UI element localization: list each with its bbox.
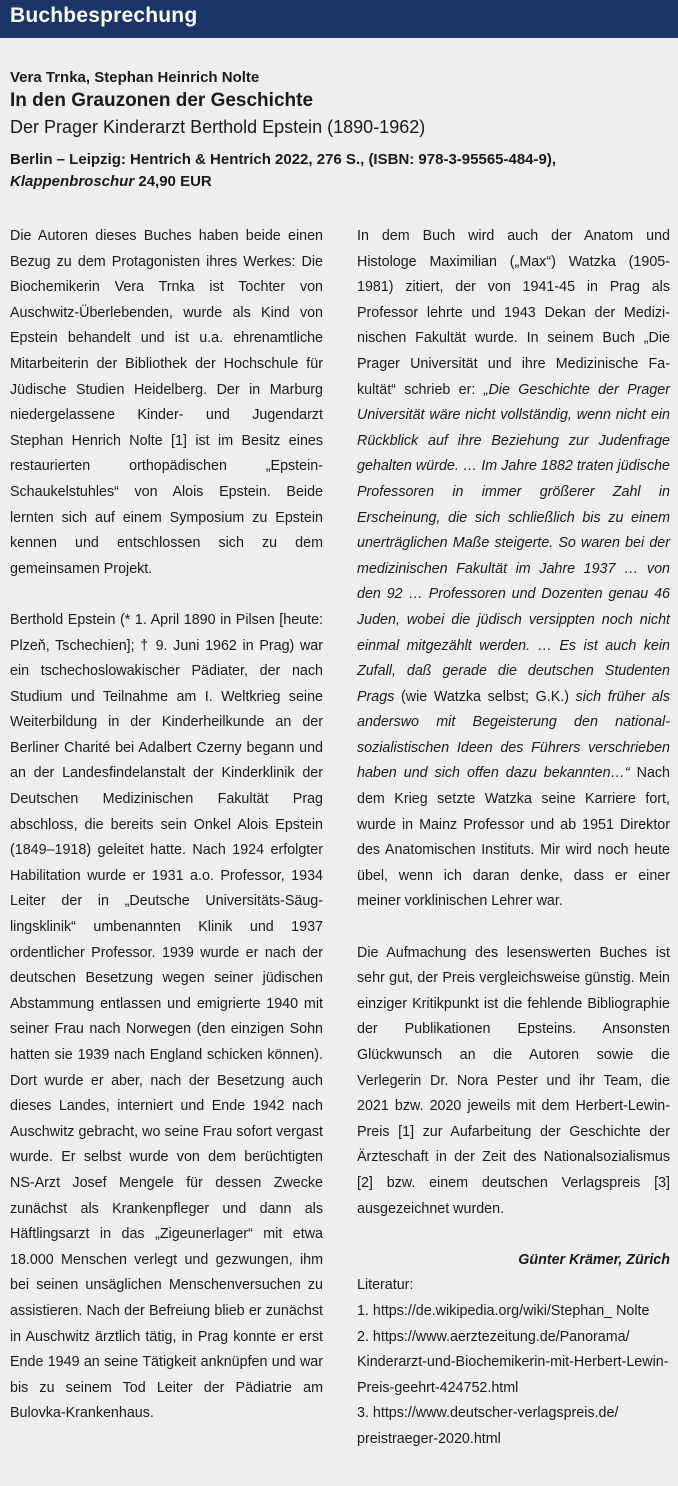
literature-item[interactable]: 1. https://de.wikipedia.org/wiki/Stephan_ Nolte: [357, 1302, 650, 1319]
literature-item[interactable]: 3. https://www.deutscher-verlagspreis.de/ preistraeger-2020.html: [357, 1405, 619, 1447]
book-subtitle: Der Prager Kinderarzt Berthold Epstein (1890-1962): [10, 117, 426, 137]
review-paragraph-watzka: [357, 224, 670, 915]
paragraph-spacer: [10, 582, 323, 608]
reviewer-signature: Günter Krämer, Zürich: [518, 1251, 670, 1268]
publisher-line: Berlin – Leipzig: Hentrich & Hentrich 2022, 276 S., (ISBN: 978-3-95565-484-9),: [10, 151, 557, 168]
book-meta: [10, 68, 670, 193]
review-column-right: [357, 224, 670, 1453]
review-paragraph-authors: Die Autoren dieses Buches haben beide einen Bezug zu dem Protagonisten ihres Werkes: Die Biochemikerin Vera Trnka ist Tochter von Auschwitz-Überlebenden, wurde als Kind von Epstein behandelt und ist u.a. ehrenamtliche Mitarbeiterin der Bibliothek der Hochschule für Jüdische Studien Heidelberg. Der in Marburg niedergelassene Kinder- und Jugendarzt Stephan Henrich Nolte [1] ist im Besitz eines restaurierten orthopädischen „Epstein-Schaukelstuhles“ von Alois Epstein. Beide lernten sich auf einem Symposium zu Epstein kennen und entschlossen sich zu dem gemeinsamen Projekt.: [10, 228, 323, 577]
paragraph-spacer: [357, 915, 670, 941]
watzka-outro: Nach dem Krieg setzte Watzka seine Karriere fort, wurde in Mainz Professor und ab 1951 Direktor des Anatomischen Instituts. Mir wird noch heute übel, wenn ich daran denke, dass er einer meiner vorklinischen Lehrer war.: [357, 765, 670, 910]
review-paragraph-biography: Berthold Epstein (* 1. April 1890 in Pilsen [heute: Plzeň, Tschechien]; † 9. Juni 1962 in Prag) war ein tschechoslowakischer Pädiater, der nach Studium und Teilnahme am I. Weltkrieg seine Weiterbildung in der Kinderheilkunde an der Berliner Charité bei Adalbert Czerny begann und an der Landesfindelanstalt der Kinderklinik der Deutschen Medizinischen Fakultät Prag abschloss, die bereits sein Onkel Alois Epstein (1849–1918) geleitet hatte. Nach 1924 erfolgter Habilitation wurde er 1931 a.o. Professor, 1934 Leiter der in „Deutsche Universitäts-Säuglingsklinik“ umbenannten Klinik und 1937 ordentlicher Professor. 1939 wurde er nach der deutschen Besetzung wegen seiner jüdischen Abstammung entlassen und emigrierte 1940 mit seiner Frau nach Norwegen (den einzigen Sohn hatten sie 1939 nach England schicken können). Dort wurde er aber, nach der Besetzung auch dieses Landes, interniert und Ende 1942 nach Auschwitz gebracht, wo seine Frau sofort vergast wurde. Er selbst wurde von dem berüchtigten NS-Arzt Josef Mengele für dessen Zwecke zunächst als Krankenpfleger und dann als Häftlingsarzt in das „Zigeunerlager“ mit etwa 18.000 Menschen verlegt und gezwungen, ihm bei seinen unsäglichen Menschenversuchen zu assistieren. Nach der Befreiung blieb er zunächst in Auschwitz ärztlich tätig, in Prag konnte er erst Ende 1949 an seine Tätigkeit anknüpfen und war bis zu seinem Tod Leiter der Pädiatrie am Bulovka-Krankenhaus.: [10, 611, 323, 1422]
book-price: 24,90 EUR: [138, 173, 212, 190]
section-header-bar: [0, 0, 678, 38]
watzka-quote-part-2: sich früher als anderswo mit Begeisterung den nationalsozialistischen Ideen des Führers verschrieben haben und sich offen dazu bekannten…“: [357, 688, 671, 782]
book-format: Klappenbroschur: [10, 173, 135, 190]
review-column-left: [10, 224, 323, 1427]
book-authors: Vera Trnka, Stephan Heinrich Nolte: [10, 69, 260, 86]
section-label: Buchbesprechung: [10, 4, 198, 27]
literature-label: Literatur:: [357, 1277, 414, 1294]
book-title: In den Grauzonen der Geschichte: [10, 90, 314, 111]
paragraph-spacer: [357, 1222, 670, 1248]
reviewer-insert: (wie Watzka selbst; G.K.): [394, 688, 576, 705]
publication-info: [10, 149, 670, 193]
watzka-intro: In dem Buch wird auch der Anatom und Histologe Maximilian („Max“) Watzka (1905-1981) zitiert, der von 1941-45 in Prag als Professor lehrte und 1943 Dekan der Medizinischen Fakultät wurde. In seinem Buch „Die Prager Universität und ihre Medizinische Fakultät“ schrieb er:: [357, 228, 670, 398]
watzka-quote-part-1: „Die Geschichte der Prager Universität wäre nicht vollständig, wenn nicht ein Rückblick auf ihre Beziehung zur Judenfrage gehalten würde. … Im Jahre 1882 traten jüdische Professoren in immer größerer Zahl in Erscheinung, die sich schließlich bis zu einem unerträglichen Maße steigerte. So waren bei der medizinischen Fakultät im Jahre 1937 … von den 92 … Professoren und Dozenten genau 46 Juden, wobei die jüdisch versippten noch nicht einmal mitgezählt werden. … Es ist auch kein Zufall, daß gerade die deutschen Studenten Prags: [357, 381, 670, 705]
literature-item[interactable]: 2. https://www.aerztezeitung.de/Panorama/ Kinderarzt-und-Biochemikerin-mit-Herbert-Lewin-Preis-geehrt-424752.html: [357, 1328, 669, 1396]
review-paragraph-verdict: Die Aufmachung des lesenswerten Buches ist sehr gut, der Preis vergleichsweise günstig. Mein einziger Kritikpunkt ist die fehlende Bibliographie der Publikationen Epsteins. Ansonsten Glückwunsch an die Autoren sowie die Verlegerin Dr. Nora Pester und ihr Team, die 2021 bzw. 2020 jeweils mit dem Herbert-Lewin-Preis [1] zur Aufarbeitung der Geschichte der Ärzteschaft in der Zeit des Nationalsozialismus [2] bzw. einem deutschen Verlagspreis [3] ausgezeichnet wurden.: [357, 944, 670, 1217]
